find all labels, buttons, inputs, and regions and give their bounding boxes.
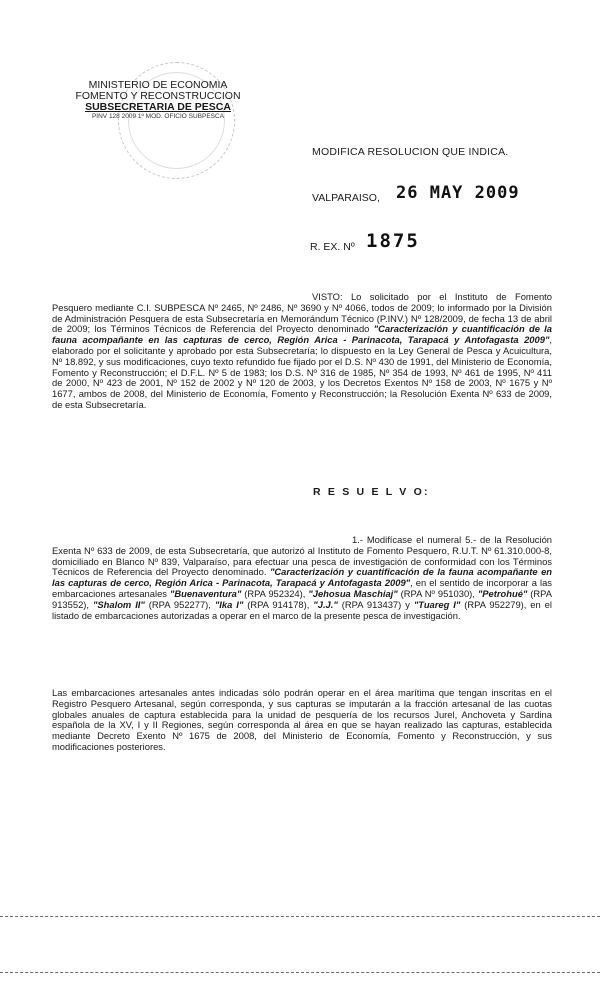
scan-divider-line	[0, 972, 600, 973]
vessel-rpa: (RPA Nº 951030),	[397, 587, 478, 599]
vessel-rpa: (RPA 952277),	[144, 598, 215, 610]
item-2-paragraph	[52, 688, 552, 753]
resolution-subject: MODIFICA RESOLUCION QUE INDICA.	[312, 146, 509, 158]
vessel-name: "Jehosua Maschiaj"	[308, 587, 398, 599]
visto-project-title: "Caracterización y cuantificación de la fauna acompañante en las capturas de cerco, Región Arica - Parinacota, Tarapacá y Antofagasta 2009"	[52, 323, 552, 346]
vessel-name: "J.J."	[313, 598, 338, 610]
resuelvo-heading: R E S U E L V O:	[313, 486, 430, 498]
visto-paragraph	[52, 292, 552, 411]
visto-text-2: , elaborado por el solicitante y aprobado por esta Subsecretaría; lo dispuesto en la Ley General de Pesca y Acuicultura, Nº 18.892, y sus modificaciones, cuyo texto refundido fue fijado por el D.S. Nº 430 de 1991, del Ministerio de Economía, Fomento y Reconstrucción; el D.F.L. Nº 5 de 1983; los D.S. Nº 316 de 1985, Nº 354 de 1993, Nº 461 de 1995, Nº 411 de 2000, Nº 423 de 2001, Nº 152 de 2002 y Nº 120 de 2003, y los Decretos Exentos Nº 158 de 2003, Nº 1675 y Nº 1677, ambos de 2008, del Ministerio de Economía, Fomento y Reconstrucción; la Resolución Exenta Nº 633 de 2009, de esta Subsecretaría.	[52, 334, 552, 410]
ministry-line-4: PINV 128 2009 1º MOD. OFICIO SUBPESCA	[91, 113, 225, 120]
item-1-paragraph	[52, 535, 552, 621]
ministry-line-3: SUBSECRETARIA DE PESCA	[85, 101, 231, 113]
item-1-project-title: "Caracterización y cuantificación de la fauna acompañante en las capturas de cerco, Región Arica - Parinacota, Tarapacá y Antofagasta 2009"	[52, 566, 553, 589]
date-stamp: 26 MAY 2009	[396, 183, 520, 203]
ministry-line-1: MINISTERIO DE ECONOMIA	[88, 79, 228, 91]
vessel-name: "Shalom II"	[92, 598, 145, 610]
item-2-text: Las embarcaciones artesanales antes indicadas sólo podrán operar en el área marítima que tengan inscritas en el Registro Pesquero Artesanal, según corresponda, y sus capturas se imputarán a la fracción artesanal de las cuotas globales anuales de captura establecida para la unidad de pesquería de los recursos Jurel, Anchoveta y Sardina española de la XV, I y II Regiones, según corresponda al área en que se hayan realizado las capturas, establecida mediante Decreto Exento Nº 1675 de 2008, del Ministerio de Economía, Fomento y Reconstrucción, y sus modificaciones posteriores.	[52, 687, 552, 752]
vessel-rpa: (RPA 913437) y	[337, 598, 414, 610]
visto-text-1: VISTO: Lo solicitado por el Instituto de Fomento Pesquero mediante C.I. SUBPESCA Nº 2465, Nº 2486, Nº 3690 y Nº 4066, todos de 2009; lo informado por la División de Administración Pesquera de esta Subsecretaría en Memorándum Técnico (P.INV.) Nº 128/2009, de fecha 13 de abril de 2009; los Términos Técnicos de Referencia del Proyecto denominado	[52, 291, 552, 335]
vessel-rpa: (RPA 914178),	[243, 598, 314, 610]
item-1-text-2: , en el sentido de incorporar a las embarcaciones artesanales	[52, 577, 552, 599]
vessel-name: "Petrohué"	[477, 587, 528, 599]
vessel-rpa: (RPA 952324),	[241, 587, 309, 599]
ministry-header	[58, 80, 258, 121]
vessel-name: "Tuareg I"	[413, 598, 461, 610]
ministry-line-2: FOMENTO Y RECONSTRUCCION	[75, 90, 241, 102]
vessel-rpa: (RPA 952279), en el listado de embarcaciones autorizadas a operar en el marco de la presente pesca de investigación.	[52, 598, 552, 621]
rex-number: 1875	[366, 230, 420, 252]
scan-divider-line	[0, 916, 600, 917]
vessel-rpa: (RPA 913552),	[52, 587, 552, 610]
rex-label: R. EX. Nº	[310, 241, 355, 253]
item-1-text-1: 1.- Modifícase el numeral 5.- de la Resolución Exenta Nº 633 de 2009, de esta Subsecretaría, que autorizó al Instituto de Fomento Pesquero, R.U.T. Nº 61.310.000-8, domiciliado en Blanco Nº 839, Valparaíso, para efectuar una pesca de investigación de conformidad con los Términos Técnicos de Referencia del Proyecto denominado.	[52, 534, 552, 578]
vessel-name: "Buenaventura"	[169, 587, 242, 599]
vessel-name: "Ika I"	[214, 598, 244, 610]
place-label: VALPARAISO,	[312, 192, 380, 204]
